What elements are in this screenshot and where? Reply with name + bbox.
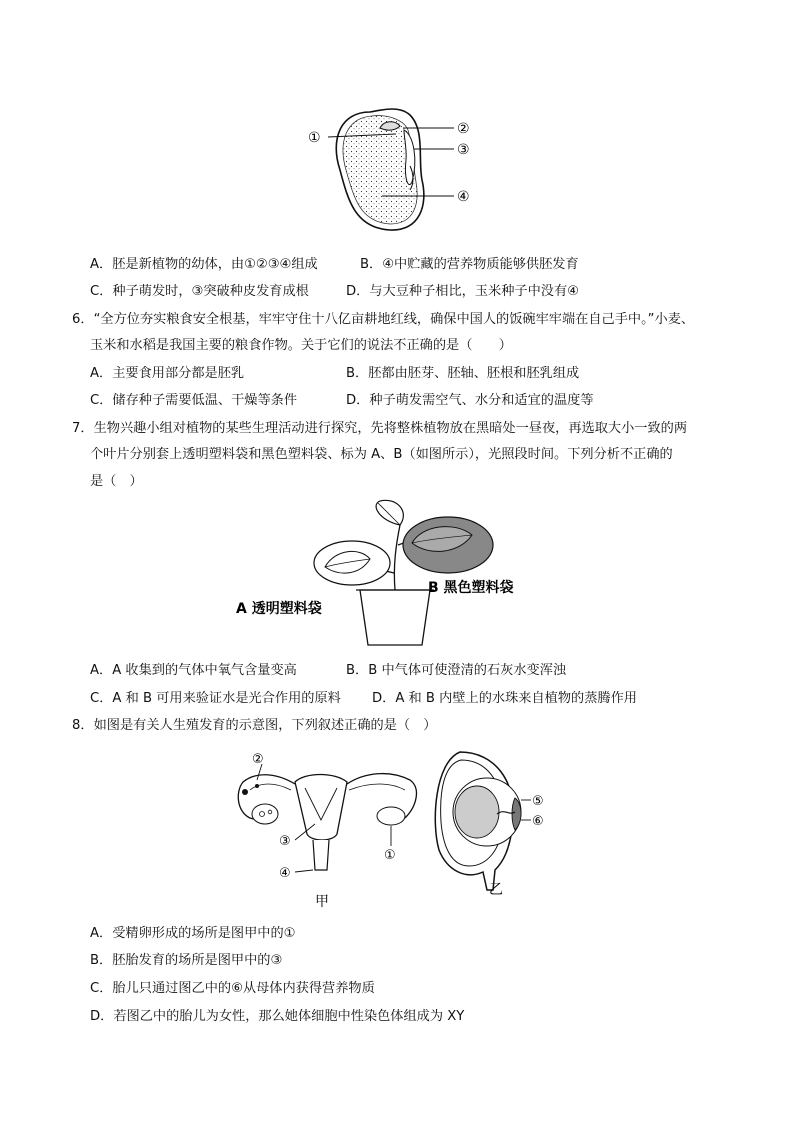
q7-option-c: C．A 和 B 可用来验证水是光合作用的原料: [90, 691, 341, 706]
q6-stem-line-1: 6．“全方位夯实粮食安全根基，牢牢守住十八亿亩耕地红线，确保中国人的饭碗牢牢端在自己手中。”小麦、: [72, 312, 695, 327]
q7-option-b: B．B 中气体可使澄清的石灰水变浑浊: [346, 663, 567, 678]
yi-caption: 乙: [489, 882, 503, 898]
q8-option-c: C．胎儿只通过图乙中的⑥从母体内获得营养物质: [90, 981, 375, 996]
q5-option-c: C．种子萌发时，③突破种皮发育成根: [90, 284, 309, 299]
q6-option-b: B．胚都由胚芽、胚轴、胚根和胚乳组成: [346, 366, 580, 381]
seed-label-2: ②: [457, 121, 470, 137]
q5-option-a: A．胚是新植物的幼体，由①②③④组成: [90, 257, 318, 272]
q8-option-d: D．若图乙中的胎儿为女性，那么她体细胞中性染色体组成为 XY: [90, 1009, 465, 1024]
top-leaf: [376, 500, 403, 525]
q8-stem: 8．如图是有关人生殖发育的示意图，下列叙述正确的是（ ）: [72, 718, 437, 733]
right-ovary: [377, 807, 405, 825]
q7-stem-line-1: 7．生物兴趣小组对植物的某些生理活动进行探究，先将整株植物放在黑暗处一昼夜，再选取大小一致的两: [72, 421, 688, 436]
label-bag-b: B 黑色塑料袋: [428, 580, 514, 596]
q8-option-a: A．受精卵形成的场所是图甲中的①: [90, 926, 296, 941]
q5-option-b: B．④中贮藏的营养物质能够供胚发育: [360, 257, 579, 272]
seed-label-4: ④: [457, 189, 470, 205]
jia-label-2: ②: [252, 752, 264, 767]
seed-label-3: ③: [457, 142, 470, 158]
seed-label-1: ①: [308, 130, 321, 146]
q7-option-d: D．A 和 B 内壁上的水珠来自植物的蒸腾作用: [372, 691, 637, 706]
q6-option-a: A．主要食用部分都是胚乳: [90, 366, 245, 381]
q8-option-b: B．胚胎发育的场所是图甲中的③: [90, 953, 283, 968]
yi-label-5: ⑤: [532, 794, 544, 809]
q6-option-d: D．种子萌发需空气、水分和适宜的温度等: [346, 393, 594, 408]
jia-label-1: ①: [384, 848, 396, 863]
fetus: [455, 786, 499, 838]
vagina: [313, 840, 329, 870]
label-bag-a: A 透明塑料袋: [236, 601, 322, 617]
jia-caption: 甲: [315, 894, 329, 910]
left-ovary: [252, 804, 278, 824]
flower-pot: [360, 590, 430, 645]
q5-option-d: D．与大豆种子相比，玉米种子中没有④: [346, 284, 579, 299]
jia-label-3: ③: [279, 834, 291, 849]
q7-stem-line-2: 个叶片分别套上透明塑料袋和黑色塑料袋、标为 A、B（如图所示），光照段时间。下列分析不正确的: [90, 447, 673, 462]
reproductive-system-figure: [225, 742, 565, 912]
bean-seed-figure: [300, 100, 490, 240]
uterus: [295, 775, 347, 841]
q6-option-c: C．储存种子需要低温、干燥等条件: [90, 393, 298, 408]
jia-label-4: ④: [279, 866, 291, 881]
plant-bag-figure: [230, 495, 550, 650]
q6-stem-line-2: 玉米和水稻是我国主要的粮食作物。关于它们的说法不正确的是（ ）: [90, 338, 512, 353]
q7-option-a: A．A 收集到的气体中氧气含量变高: [90, 663, 297, 678]
q7-stem-line-3: 是（ ）: [90, 474, 143, 489]
yi-label-6: ⑥: [532, 814, 544, 829]
